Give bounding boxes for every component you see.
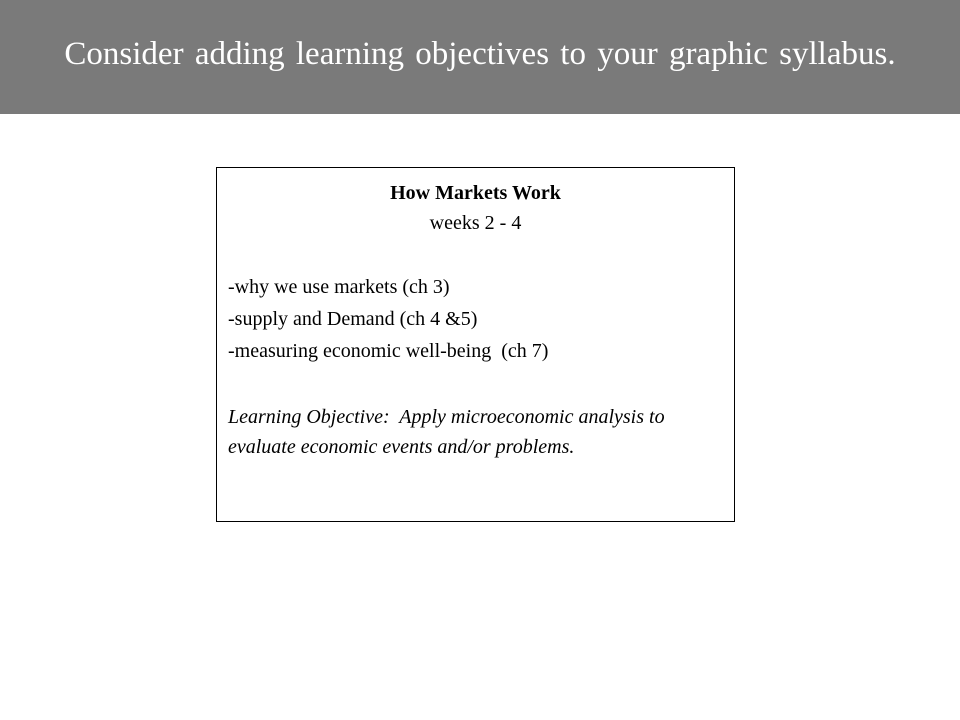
learning-objective: Learning Objective: Apply microeconomic analysis to evaluate economic events and/or problems. xyxy=(228,406,670,458)
syllabus-card xyxy=(216,167,735,522)
topic-item: -supply and Demand (ch 4 &5) xyxy=(228,308,478,330)
slide-title: Consider adding learning objectives to your graphic syllabus. xyxy=(64,36,896,72)
topic-item: -measuring economic well-being (ch 7) xyxy=(228,340,549,362)
title-bar xyxy=(0,0,960,114)
card-subheading: weeks 2 - 4 xyxy=(429,212,522,234)
card-heading: How Markets Work xyxy=(390,182,561,204)
topic-item: -why we use markets (ch 3) xyxy=(228,276,450,298)
